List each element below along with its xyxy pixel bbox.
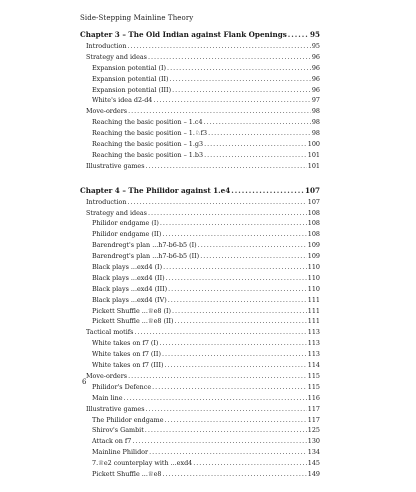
dot-leader	[231, 184, 304, 197]
entry-label: 7.♕e2 counterplay with ...exd4	[92, 459, 193, 468]
dot-leader	[163, 262, 307, 273]
entry-page-number: 113	[307, 350, 320, 359]
entry-page-number: 110	[307, 284, 320, 293]
toc-entry	[80, 74, 320, 85]
entry-page-number: 130	[307, 437, 320, 446]
entry-page-number: 110	[307, 263, 320, 272]
dot-leader	[162, 229, 306, 240]
toc-entry	[80, 469, 320, 480]
entry-page-number: 111	[307, 306, 320, 315]
entry-label: Philidor endgame (II)	[92, 230, 162, 239]
toc-entry	[80, 349, 320, 360]
dot-leader	[148, 208, 307, 219]
entry-label: Mainline Philidor	[92, 448, 149, 457]
toc-entry	[80, 52, 320, 63]
entry-label: Shirov's Gambit	[92, 426, 144, 435]
dot-leader	[149, 447, 307, 458]
dot-leader	[204, 139, 307, 150]
entry-page-number: 117	[307, 415, 320, 424]
dot-leader	[208, 128, 311, 139]
toc-entry	[80, 371, 320, 382]
entry-page-number: 145	[307, 459, 320, 468]
dot-leader	[166, 273, 307, 284]
toc-entry	[80, 197, 320, 208]
toc-entry	[80, 161, 320, 172]
running-header: Side-Stepping Mainline Theory	[80, 14, 194, 22]
dot-leader	[288, 28, 309, 41]
entry-page-number: 95	[309, 30, 320, 39]
entry-page-number: 96	[311, 74, 320, 83]
table-of-contents	[80, 28, 320, 492]
toc-entry	[80, 295, 320, 306]
toc-entry	[80, 273, 320, 284]
toc-entry	[80, 95, 320, 106]
toc-entry	[80, 404, 320, 415]
toc-entry	[80, 128, 320, 139]
dot-leader	[132, 436, 306, 447]
dot-leader	[193, 458, 307, 469]
dot-leader	[164, 360, 306, 371]
entry-page-number: 107	[307, 197, 320, 206]
page-number: 6	[82, 378, 87, 386]
toc-entry	[80, 316, 320, 327]
entry-page-number: 134	[307, 448, 320, 457]
entry-label: Reaching the basic position – 1.b3	[92, 150, 204, 159]
entry-page-number: 96	[311, 63, 320, 72]
entry-page-number: 109	[307, 241, 320, 250]
dot-leader	[167, 63, 311, 74]
chapter-title	[80, 184, 320, 197]
toc-entry	[80, 240, 320, 251]
entry-label: Barendregt's plan ...h7-b6-b5 (II)	[92, 252, 200, 261]
entry-label: Strategy and ideas	[86, 52, 147, 61]
dot-leader	[127, 197, 306, 208]
dot-leader	[153, 95, 310, 106]
dot-leader	[170, 74, 311, 85]
entry-label: Main line	[92, 393, 123, 402]
entry-label: Pickett Shuffle ...♕e8	[92, 469, 162, 478]
entry-label: Reaching the basic position – 1.♘f3	[92, 129, 208, 138]
entry-label: Philidor endgame (I)	[92, 219, 159, 228]
entry-page-number: 113	[307, 328, 320, 337]
toc-entry	[80, 117, 320, 128]
dot-leader	[128, 106, 311, 117]
entry-page-number: 149	[307, 469, 320, 478]
toc-entry	[80, 458, 320, 469]
entry-page-number: 115	[307, 371, 320, 380]
entry-page-number: 115	[307, 382, 320, 391]
dot-leader	[160, 218, 307, 229]
toc-entry	[80, 150, 320, 161]
toc-entry	[80, 229, 320, 240]
entry-page-number: 101	[307, 161, 320, 170]
dot-leader	[168, 295, 307, 306]
entry-label: Strategy and ideas	[86, 208, 147, 217]
entry-page-number: 111	[307, 295, 320, 304]
entry-label: White takes on f7 (I)	[92, 339, 159, 348]
toc-entry	[80, 415, 320, 426]
toc-entry	[80, 382, 320, 393]
entry-page-number: 107	[304, 185, 320, 195]
entry-page-number: 117	[307, 404, 320, 413]
dot-leader	[127, 41, 310, 52]
entry-label: The Philidor endgame	[92, 415, 164, 424]
entry-label: Reaching the basic position – 1.g3	[92, 140, 204, 149]
toc-entry	[80, 41, 320, 52]
entry-label: Pickett Shuffle ...♕e8 (II)	[92, 317, 174, 326]
entry-label: Expansion potential (I)	[92, 63, 167, 72]
toc-entry	[80, 106, 320, 117]
dot-leader	[128, 371, 307, 382]
toc-entry	[80, 218, 320, 229]
chapter-3	[80, 28, 320, 172]
toc-entry	[80, 262, 320, 273]
entry-label: Expansion potential (III)	[92, 85, 172, 94]
entry-label: Introduction	[86, 197, 127, 206]
chapter-title	[80, 28, 320, 41]
entry-label: Reaching the basic position – 1.c4	[92, 118, 203, 127]
entry-page-number: 98	[311, 107, 320, 116]
dot-leader	[124, 393, 307, 404]
dot-leader	[152, 382, 307, 393]
entry-page-number: 100	[307, 140, 320, 149]
entry-page-number: 96	[311, 52, 320, 61]
entry-page-number: 116	[307, 393, 320, 402]
entry-page-number: 98	[311, 118, 320, 127]
entry-page-number: 111	[307, 317, 320, 326]
dot-leader	[162, 469, 306, 480]
entry-page-number: 101	[307, 150, 320, 159]
entry-label: Black plays ...exd4 (II)	[92, 273, 165, 282]
entry-label: Illustrative games	[86, 161, 145, 170]
entry-page-number: 114	[307, 361, 320, 370]
toc-entry	[80, 425, 320, 436]
entry-label: Chapter 4 – The Philidor against 1.e4	[80, 185, 231, 195]
entry-page-number: 109	[307, 252, 320, 261]
dot-leader	[146, 161, 307, 172]
toc-entry	[80, 327, 320, 338]
entry-page-number: 108	[307, 208, 320, 217]
dot-leader	[200, 251, 307, 262]
dot-leader	[198, 240, 307, 251]
toc-entry	[80, 63, 320, 74]
entry-label: Introduction	[86, 42, 127, 50]
toc-entry	[80, 251, 320, 262]
dot-leader	[172, 306, 307, 317]
dot-leader	[204, 150, 307, 161]
toc-entry	[80, 139, 320, 150]
toc-entry	[80, 436, 320, 447]
toc-entry	[80, 306, 320, 317]
dot-leader	[148, 52, 311, 63]
entry-label: Move-orders	[86, 371, 128, 380]
entry-label: Chapter 3 – The Old Indian against Flank Openings	[80, 30, 287, 39]
toc-entry	[80, 208, 320, 219]
entry-label: Expansion potential (II)	[92, 74, 169, 83]
entry-page-number: 110	[307, 273, 320, 282]
dot-leader	[165, 415, 307, 426]
entry-label: Move-orders	[86, 107, 128, 116]
dot-leader	[168, 284, 307, 295]
entry-label: Black plays ...exd4 (III)	[92, 284, 168, 293]
chapter-4	[80, 184, 320, 480]
dot-leader	[172, 85, 311, 96]
entry-page-number: 108	[307, 219, 320, 228]
dot-leader	[146, 404, 307, 415]
entry-label: White's idea d2-d4	[92, 96, 153, 105]
dot-leader	[162, 349, 307, 360]
dot-leader	[175, 316, 307, 327]
entry-label: Philidor's Defence	[92, 382, 152, 391]
toc-entry	[80, 393, 320, 404]
toc-entry	[80, 85, 320, 96]
entry-label: Illustrative games	[86, 404, 145, 413]
entry-page-number: 108	[307, 230, 320, 239]
entry-label: Black plays ...exd4 (I)	[92, 263, 163, 272]
entry-label: White takes on f7 (III)	[92, 361, 164, 370]
entry-page-number: 96	[311, 85, 320, 94]
toc-entry	[80, 360, 320, 371]
dot-leader	[134, 327, 306, 338]
dot-leader	[145, 425, 307, 436]
entry-page-number: 113	[307, 339, 320, 348]
entry-label: White takes on f7 (II)	[92, 350, 161, 359]
toc-entry	[80, 284, 320, 295]
entry-page-number: 98	[311, 129, 320, 138]
entry-label: Attack on f7	[92, 437, 132, 446]
entry-page-number: 97	[311, 96, 320, 105]
entry-page-number: 125	[307, 426, 320, 435]
entry-label: Pickett Shuffle ...♕e8 (I)	[92, 306, 171, 315]
entry-page-number: 95	[311, 42, 320, 50]
toc-entry	[80, 447, 320, 458]
dot-leader	[159, 338, 306, 349]
toc-entry	[80, 338, 320, 349]
entry-label: Barendregt's plan ...h7-b6-b5 (I)	[92, 241, 197, 250]
dot-leader	[204, 117, 311, 128]
entry-label: Tactical motifs	[86, 328, 134, 337]
entry-label: Black plays ...exd4 (IV)	[92, 295, 167, 304]
